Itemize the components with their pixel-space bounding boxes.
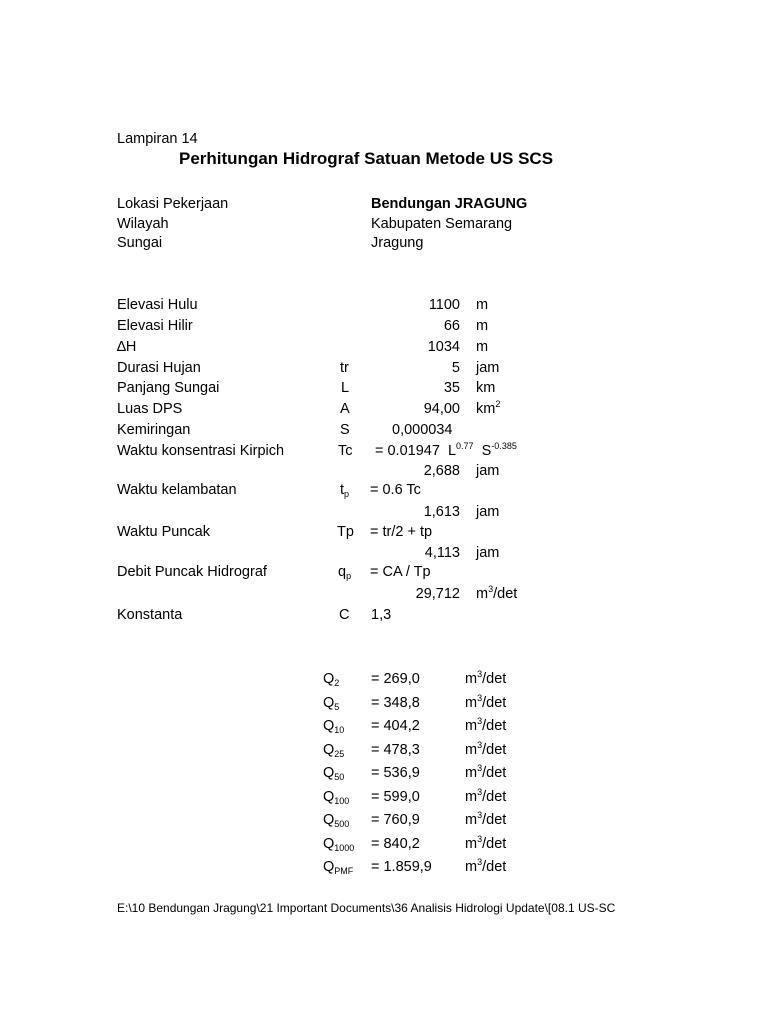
discharge-unit — [465, 741, 506, 759]
tc-formula — [375, 442, 517, 460]
elev-hulu-label: Elevasi Hulu — [117, 297, 198, 313]
discharge-unit-rest: /det — [482, 742, 507, 758]
discharge-unit — [465, 717, 506, 735]
discharge-unit-rest: /det — [482, 718, 507, 734]
tp-symbol — [340, 481, 349, 499]
discharge-value: = 599,0 — [371, 789, 420, 805]
qp-unit — [476, 585, 517, 603]
discharge-unit-base: m — [465, 742, 478, 758]
tp-unit: jam — [476, 504, 500, 520]
discharge-symbol-base: Q — [323, 742, 335, 758]
qp-symbol-base: q — [338, 564, 347, 580]
sungai-label: Sungai — [117, 235, 163, 251]
appendix-label: Lampiran 14 — [117, 131, 198, 147]
Tp-value: 4,113 — [424, 545, 460, 561]
wilayah-label: Wilayah — [117, 216, 169, 232]
discharge-value: = 760,9 — [371, 812, 420, 828]
tc-unit: jam — [476, 463, 500, 479]
durasi-label: Durasi Hujan — [117, 360, 201, 376]
qp-symbol — [338, 563, 351, 581]
tc-symbol: Tc — [338, 443, 353, 459]
tp-symbol-base: t — [340, 482, 345, 498]
discharge-symbol — [323, 764, 344, 782]
discharge-unit — [465, 670, 506, 688]
discharge-unit-base: m — [465, 859, 478, 875]
kemiringan-symbol: S — [340, 422, 350, 438]
discharge-symbol — [323, 811, 349, 829]
discharge-unit-sup: 3 — [477, 857, 483, 867]
discharge-unit-sup: 3 — [477, 669, 483, 679]
tc-value: 2,688 — [423, 463, 460, 479]
konstanta-symbol: C — [339, 607, 350, 623]
discharge-symbol-base: Q — [323, 671, 335, 687]
discharge-symbol-base: Q — [323, 718, 335, 734]
tc-formula-exp2: -0.385 — [491, 441, 517, 451]
lokasi-label: Lokasi Pekerjaan — [117, 196, 229, 212]
discharge-unit — [465, 811, 506, 829]
discharge-unit-rest: /det — [482, 859, 507, 875]
discharge-symbol — [323, 788, 349, 806]
discharge-unit-sup: 3 — [477, 740, 483, 750]
discharge-unit-sup: 3 — [477, 763, 483, 773]
discharge-unit-sup: 3 — [477, 716, 483, 726]
luas-label: Luas DPS — [117, 401, 183, 417]
elev-hulu-unit: m — [476, 297, 489, 313]
discharge-unit — [465, 858, 506, 876]
discharge-symbol-sub: 1000 — [334, 843, 355, 853]
discharge-symbol — [323, 694, 339, 712]
kemiringan-value: 0,000034 — [392, 422, 453, 438]
discharge-value: = 348,8 — [371, 695, 420, 711]
Tp-formula: = tr/2 + tp — [370, 524, 433, 540]
discharge-unit-base: m — [465, 765, 478, 781]
luas-value: 94,00 — [423, 401, 460, 417]
discharge-symbol-sub: 500 — [334, 819, 350, 829]
discharge-symbol-sub: 50 — [334, 772, 345, 782]
discharge-symbol-sub: PMF — [334, 866, 354, 876]
discharge-unit-rest: /det — [482, 836, 507, 852]
discharge-symbol — [323, 835, 354, 853]
discharge-unit — [465, 694, 506, 712]
qp-unit-rest: /det — [493, 586, 518, 602]
elev-hulu-value: 1100 — [428, 297, 460, 313]
discharge-symbol-base: Q — [323, 695, 335, 711]
discharge-unit — [465, 764, 506, 782]
discharge-unit-rest: /det — [482, 789, 507, 805]
delta-h-label: ∆H — [117, 339, 137, 355]
discharge-unit-base: m — [465, 789, 478, 805]
durasi-value: 5 — [451, 360, 460, 376]
tp-formula: = 0.6 Tc — [370, 482, 421, 498]
discharge-value: = 1.859,9 — [371, 859, 432, 875]
discharge-symbol-sub: 25 — [334, 749, 345, 759]
discharge-symbol — [323, 717, 344, 735]
luas-unit-sup: 2 — [495, 399, 501, 409]
discharge-unit-base: m — [465, 836, 478, 852]
discharge-symbol-base: Q — [323, 789, 335, 805]
discharge-unit-rest: /det — [482, 812, 507, 828]
Tp-unit: jam — [476, 545, 500, 561]
discharge-unit — [465, 835, 506, 853]
discharge-unit-base: m — [465, 671, 478, 687]
discharge-symbol-sub: 10 — [334, 725, 345, 735]
discharge-unit-rest: /det — [482, 671, 507, 687]
discharge-unit-sup: 3 — [477, 693, 483, 703]
tp-symbol-sub: p — [344, 489, 350, 499]
tp-label: Waktu kelambatan — [117, 482, 237, 498]
luas-unit-base: km — [476, 401, 496, 417]
discharge-unit-rest: /det — [482, 765, 507, 781]
discharge-symbol — [323, 741, 344, 759]
elev-hilir-label: Elevasi Hilir — [117, 318, 193, 334]
discharge-symbol-sub: 5 — [334, 702, 340, 712]
Tp-label: Waktu Puncak — [117, 524, 210, 540]
tc-label: Waktu konsentrasi Kirpich — [117, 443, 285, 459]
discharge-symbol-base: Q — [323, 859, 335, 875]
tp-value: 1,613 — [423, 504, 460, 520]
panjang-label: Panjang Sungai — [117, 380, 220, 396]
qp-unit-sup: 3 — [488, 584, 494, 594]
elev-hilir-unit: m — [476, 318, 489, 334]
discharge-value: = 404,2 — [371, 718, 420, 734]
discharge-unit-base: m — [465, 718, 478, 734]
discharge-symbol-sub: 100 — [334, 796, 350, 806]
discharge-unit-rest: /det — [482, 695, 507, 711]
Tp-symbol: Tp — [337, 524, 354, 540]
discharge-value: = 478,3 — [371, 742, 420, 758]
kemiringan-label: Kemiringan — [117, 422, 191, 438]
durasi-unit: jam — [476, 360, 500, 376]
discharge-unit-sup: 3 — [477, 810, 483, 820]
qp-value: 29,712 — [415, 586, 460, 602]
elev-hilir-value: 66 — [443, 318, 460, 334]
discharge-unit-sup: 3 — [477, 787, 483, 797]
lokasi-value: Bendungan JRAGUNG — [371, 196, 528, 212]
luas-symbol: A — [340, 401, 350, 417]
qp-formula: = CA / Tp — [370, 564, 431, 580]
qp-symbol-sub: p — [346, 571, 352, 581]
panjang-value: 35 — [443, 380, 460, 396]
discharge-value: = 536,9 — [371, 765, 420, 781]
discharge-symbol-base: Q — [323, 812, 335, 828]
file-path-footer: E:\10 Bendungan Jragung\21 Important Documents\36 Analisis Hidrologi Update\[08.1 US-SC — [117, 901, 616, 915]
discharge-value: = 269,0 — [371, 671, 420, 687]
konstanta-value: 1,3 — [371, 607, 392, 623]
delta-h-unit: m — [476, 339, 489, 355]
tc-formula-exp1: 0.77 — [456, 441, 474, 451]
delta-h-value: 1034 — [427, 339, 460, 355]
page-title: Perhitungan Hidrograf Satuan Metode US SCS — [179, 149, 554, 168]
panjang-unit: km — [476, 380, 496, 396]
luas-unit — [476, 400, 500, 418]
qp-unit-base: m — [476, 586, 489, 602]
discharge-symbol-base: Q — [323, 836, 335, 852]
discharge-unit-base: m — [465, 695, 478, 711]
discharge-symbol — [323, 858, 353, 876]
panjang-symbol: L — [341, 380, 350, 396]
konstanta-label: Konstanta — [117, 607, 183, 623]
discharge-symbol — [323, 670, 339, 688]
discharge-symbol-sub: 2 — [334, 678, 340, 688]
discharge-symbol-base: Q — [323, 765, 335, 781]
sungai-value: Jragung — [371, 235, 424, 251]
tc-formula-base: = 0.01947 L — [375, 443, 457, 459]
discharge-unit-sup: 3 — [477, 834, 483, 844]
discharge-unit-base: m — [465, 812, 478, 828]
qp-label: Debit Puncak Hidrograf — [117, 564, 267, 580]
wilayah-value: Kabupaten Semarang — [371, 216, 513, 232]
durasi-symbol: tr — [340, 360, 349, 376]
discharge-unit — [465, 788, 506, 806]
tc-formula-mid: S — [473, 443, 492, 459]
discharge-value: = 840,2 — [371, 836, 420, 852]
